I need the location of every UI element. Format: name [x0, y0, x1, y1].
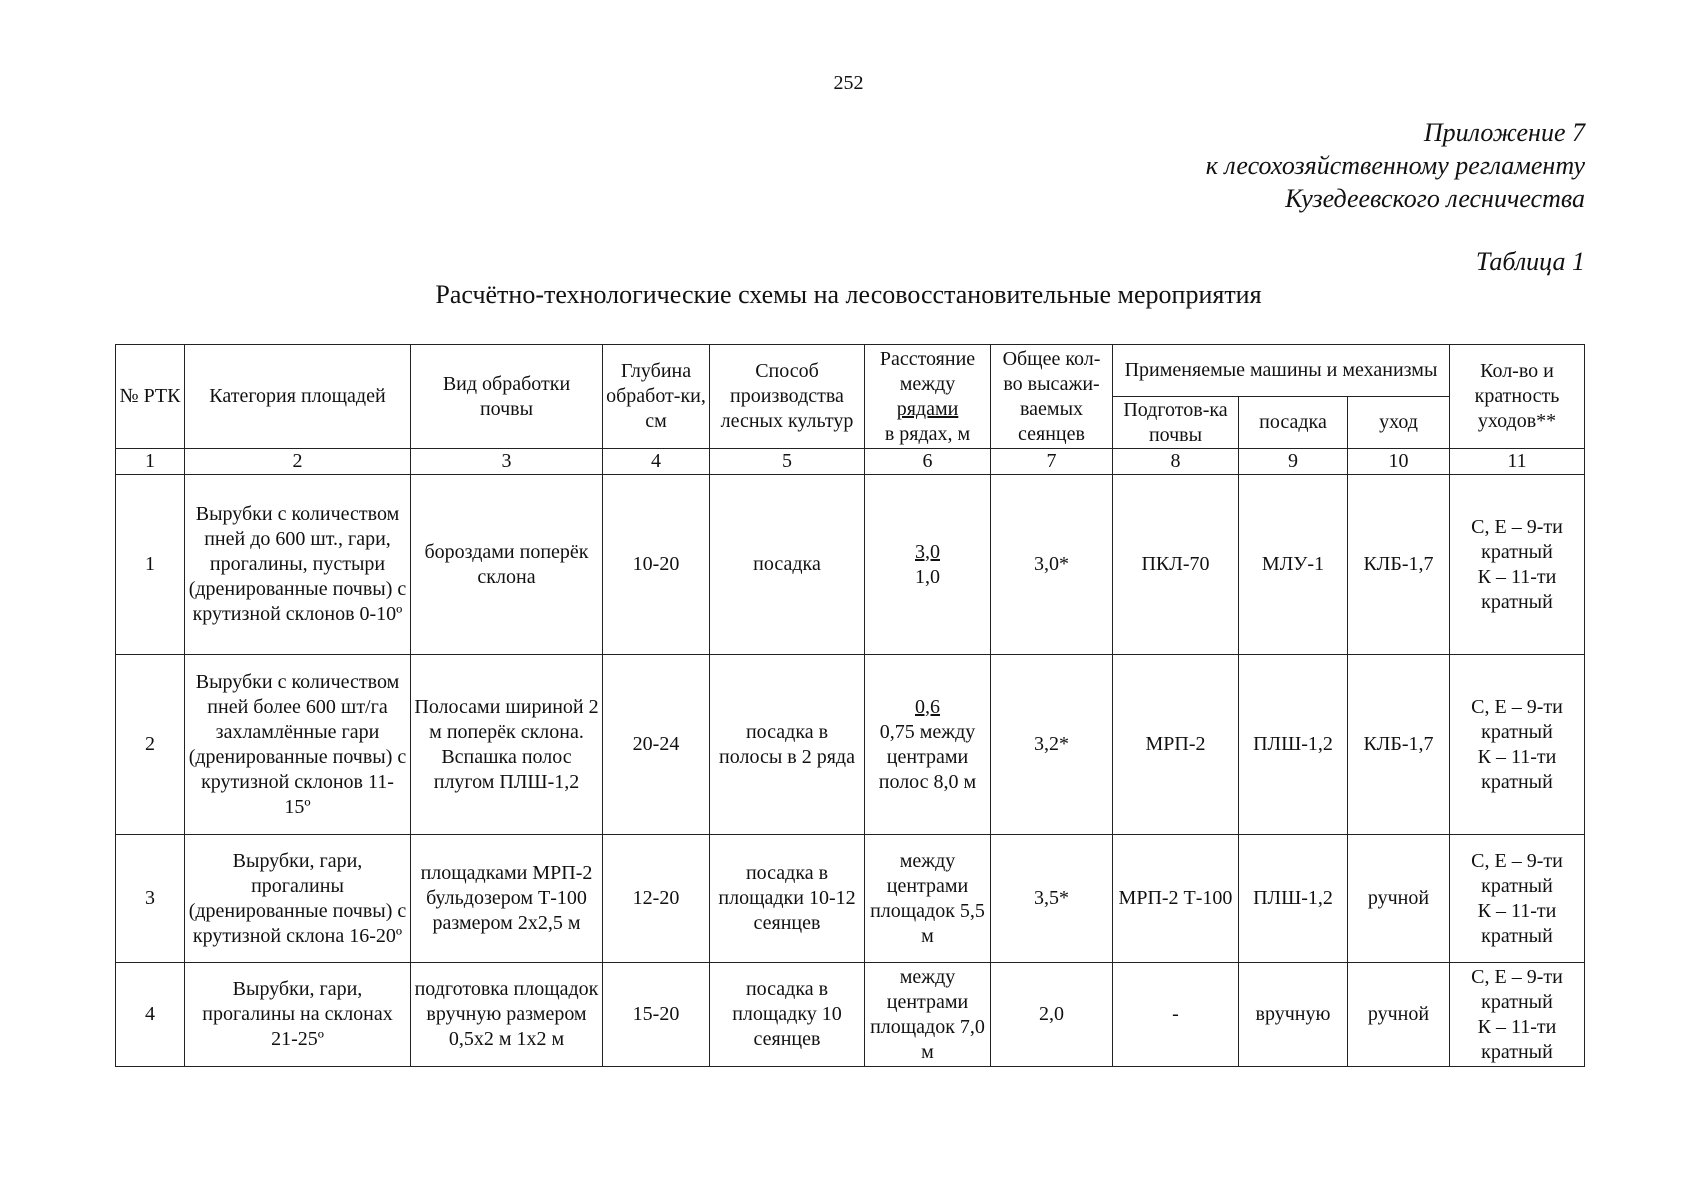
- care-count-line-2: К – 11-ти кратный: [1477, 1015, 1557, 1063]
- planting-method: посадка: [710, 475, 865, 655]
- care-machine: ручной: [1348, 963, 1450, 1067]
- soil-treatment: Полосами шириной 2 м поперёк склона. Вспашка полос плугом ПЛШ-1,2: [411, 655, 603, 835]
- distance-in-rows: 1,0: [915, 565, 940, 588]
- page-number: 252: [833, 72, 864, 94]
- distance-in-rows: 0,75 между центрами полос 8,0 м: [878, 720, 977, 793]
- care-count-line-1: С, Е – 9-ти кратный: [1471, 965, 1563, 1013]
- header-soil-prep: Подготов-ка почвы: [1113, 397, 1239, 449]
- column-number: 8: [1113, 449, 1239, 475]
- care-count: [1450, 475, 1585, 655]
- header-distance: [865, 345, 991, 449]
- column-number: 2: [185, 449, 411, 475]
- area-category: Вырубки с количеством пней более 600 шт/га захламлённые гари (дренированные почвы) с крутизной склонов 11-15º: [185, 655, 411, 835]
- depth: 20-24: [603, 655, 710, 835]
- planting-machine: ПЛШ-1,2: [1239, 835, 1348, 963]
- table-row: [116, 963, 1585, 1067]
- care-count-line-1: С, Е – 9-ти кратный: [1471, 695, 1563, 743]
- soil-prep-machine: МРП-2 Т-100: [1113, 835, 1239, 963]
- care-count: [1450, 835, 1585, 963]
- column-number: 3: [411, 449, 603, 475]
- header-care: уход: [1348, 397, 1450, 449]
- header-distance-l4: в рядах, м: [884, 422, 971, 445]
- header-planting-method: Способ производства лесных культур: [710, 345, 865, 449]
- appendix-line-1: Приложение 7: [1423, 118, 1585, 147]
- care-count-line-2: К – 11-ти кратный: [1477, 745, 1557, 793]
- header-area-category: Категория площадей: [185, 345, 411, 449]
- table-row: [116, 655, 1585, 835]
- schemes-table: [115, 344, 1585, 1067]
- column-number: 4: [603, 449, 710, 475]
- distance: [865, 475, 991, 655]
- seedlings-total: 3,2*: [991, 655, 1113, 835]
- seedlings-total: 2,0: [991, 963, 1113, 1067]
- planting-method: посадка в площадки 10-12 сеянцев: [710, 835, 865, 963]
- care-count: [1450, 963, 1585, 1067]
- header-distance-l2: между: [899, 372, 956, 395]
- soil-treatment: бороздами поперёк склона: [411, 475, 603, 655]
- depth: 15-20: [603, 963, 710, 1067]
- distance: [865, 835, 991, 963]
- care-machine: КЛБ-1,7: [1348, 475, 1450, 655]
- care-count-line-1: С, Е – 9-ти кратный: [1471, 849, 1563, 897]
- table-label: Таблица 1: [1475, 247, 1585, 276]
- area-category: Вырубки, гари, прогалины (дренированные почвы) с крутизной склона 16-20º: [185, 835, 411, 963]
- distance-in-rows: между центрами площадок 7,0 м: [870, 965, 985, 1063]
- column-number: 1: [116, 449, 185, 475]
- soil-prep-machine: -: [1113, 963, 1239, 1067]
- distance-in-rows: между центрами площадок 5,5 м: [870, 849, 985, 947]
- header-planting: посадка: [1239, 397, 1348, 449]
- soil-prep-machine: МРП-2: [1113, 655, 1239, 835]
- seedlings-total: 3,0*: [991, 475, 1113, 655]
- header-machines: Применяемые машины и механизмы: [1113, 345, 1450, 397]
- header-rtk-number: № РТК: [116, 345, 185, 449]
- depth: 10-20: [603, 475, 710, 655]
- header-care-count: Кол-во и кратность уходов**: [1450, 345, 1585, 449]
- table-row: [116, 835, 1585, 963]
- appendix-line-2: к лесохозяйственному регламенту: [1205, 151, 1585, 180]
- seedlings-total: 3,5*: [991, 835, 1113, 963]
- planting-machine: вручную: [1239, 963, 1348, 1067]
- care-count-line-2: К – 11-ти кратный: [1477, 565, 1557, 613]
- planting-machine: МЛУ-1: [1239, 475, 1348, 655]
- area-category: Вырубки, гари, прогалины на склонах 21-25º: [185, 963, 411, 1067]
- appendix-line-3: Кузедеевского лесничества: [1285, 184, 1585, 213]
- care-count: [1450, 655, 1585, 835]
- care-machine: ручной: [1348, 835, 1450, 963]
- header-seedlings-total: Общее кол-во высажи-ваемых сеянцев: [991, 345, 1113, 449]
- header-row: [116, 345, 1585, 397]
- rtk-number: 1: [116, 475, 185, 655]
- distance: [865, 655, 991, 835]
- care-machine: КЛБ-1,7: [1348, 655, 1450, 835]
- planting-method: посадка в площадку 10 сеянцев: [710, 963, 865, 1067]
- area-category: Вырубки с количеством пней до 600 шт., гари, прогалины, пустыри (дренированные почвы) с крутизной склонов 0-10º: [185, 475, 411, 655]
- header-soil-treatment: Вид обработки почвы: [411, 345, 603, 449]
- table-row: [116, 475, 1585, 655]
- soil-prep-machine: ПКЛ-70: [1113, 475, 1239, 655]
- soil-treatment: площадками МРП-2 бульдозером Т-100 размером 2х2,5 м: [411, 835, 603, 963]
- column-number: 9: [1239, 449, 1348, 475]
- soil-treatment: подготовка площадок вручную размером 0,5х2 м 1х2 м: [411, 963, 603, 1067]
- care-count-line-1: С, Е – 9-ти кратный: [1471, 515, 1563, 563]
- header-distance-l1: Расстояние: [879, 347, 976, 370]
- header-distance-l3: рядами: [896, 397, 959, 420]
- rtk-number: 2: [116, 655, 185, 835]
- planting-machine: ПЛШ-1,2: [1239, 655, 1348, 835]
- column-number-row: [116, 449, 1585, 475]
- column-number: 10: [1348, 449, 1450, 475]
- column-number: 5: [710, 449, 865, 475]
- planting-method: посадка в полосы в 2 ряда: [710, 655, 865, 835]
- column-number: 6: [865, 449, 991, 475]
- rtk-number: 4: [116, 963, 185, 1067]
- column-number: 11: [1450, 449, 1585, 475]
- depth: 12-20: [603, 835, 710, 963]
- rtk-number: 3: [116, 835, 185, 963]
- distance-between-rows: 3,0: [915, 540, 940, 563]
- distance-between-rows: 0,6: [915, 695, 940, 718]
- appendix-caption: [1206, 116, 1585, 215]
- column-number: 7: [991, 449, 1113, 475]
- distance: [865, 963, 991, 1067]
- document-title: Расчётно-технологические схемы на лесовосстановительные мероприятия: [435, 280, 1262, 309]
- care-count-line-2: К – 11-ти кратный: [1477, 899, 1557, 947]
- header-depth: Глубина обработ-ки, см: [603, 345, 710, 449]
